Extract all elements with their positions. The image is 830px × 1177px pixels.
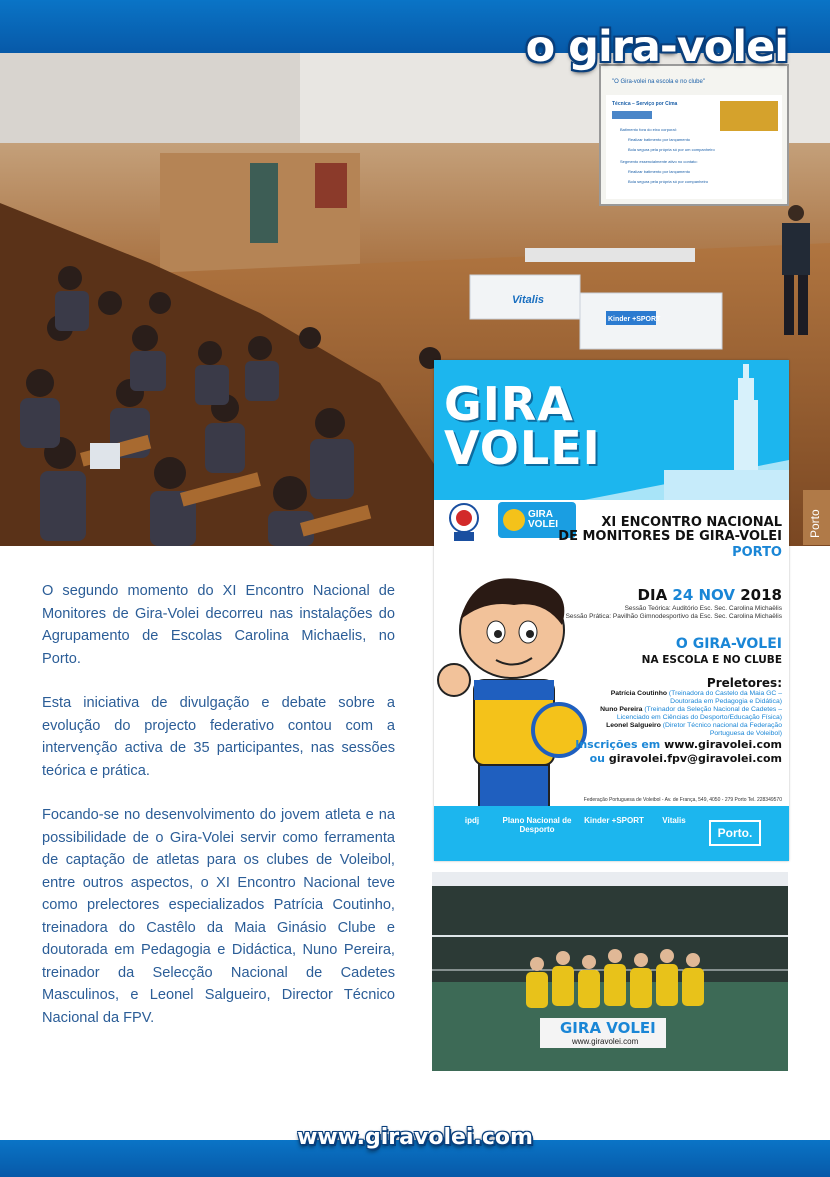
- footer-url[interactable]: www.giravolei.com: [297, 1125, 533, 1150]
- team-banner-text: GIRA VOLEI: [560, 1019, 656, 1037]
- event-sessions: [566, 605, 782, 621]
- slide-subtitle: Técnica – Serviço por Cima: [612, 101, 678, 107]
- fpv-logo-icon: [444, 502, 484, 542]
- article-body: [42, 580, 395, 1051]
- motto-line-2: NA ESCOLA E NO CLUBE: [641, 654, 782, 666]
- registration-site: www.giravolei.com: [664, 738, 782, 751]
- slide-bullet-3: Bola segura pela própria só por um companheiro: [628, 147, 715, 152]
- slide-bullet-2: Realizar batimento por lançamento: [628, 137, 691, 142]
- speaker-1-name: Patrícia Coutinho: [610, 690, 668, 697]
- plano-nacional-logo: Plano Nacional de Desporto: [502, 816, 572, 834]
- registration-info: [575, 738, 782, 766]
- speaker-2-name: Nuno Pereira: [600, 706, 643, 713]
- registration-label: Inscrições em: [575, 738, 665, 751]
- article-paragraph-1: O segundo momento do XI Encontro Nacional de Monitores de Gira-Volei decorreu nas instalações do Agrupamento de Escolas Carolina Michaelis, no Porto.: [42, 583, 395, 667]
- side-caption-text: Porto: [808, 509, 822, 538]
- date-highlight: 24 NOV: [672, 586, 736, 604]
- poster-title-volei: VOLEI: [444, 421, 601, 475]
- team-banner-url: www.giravolei.com: [572, 1037, 639, 1046]
- page-title: o gira-volei: [525, 22, 788, 72]
- kinder-banner-text: Kinder +SPORT: [608, 316, 661, 323]
- date-prefix: DIA: [637, 586, 673, 604]
- porto-logo: Porto.: [709, 820, 761, 846]
- speakers-list: [592, 690, 782, 738]
- event-date: [638, 586, 782, 604]
- slide-title: "O Gira-volei na escola e no clube": [612, 79, 705, 85]
- event-title-line-1: XI ENCONTRO NACIONAL: [601, 515, 782, 530]
- speaker-2-role: (Treinador da Seleção Nacional de Cadetes – Licenciado em Ciências do Desporto/Educação Física): [616, 706, 782, 721]
- speaker-3: [592, 722, 782, 738]
- vitalis-banner-text: Vitalis: [512, 294, 544, 306]
- speaker-3-role: (Diretor Técnico nacional da Federação Portuguesa de Voleibol): [660, 722, 782, 737]
- registration-email: giravolei.fpv@giravolei.com: [608, 752, 782, 765]
- session-practice: Sessão Prática: Pavilhão Gimnodesportivo da Esc. Sec. Carolina Michaëlis: [565, 613, 782, 620]
- speaker-1: [592, 690, 782, 706]
- kinder-sport-logo: Kinder +SPORT: [584, 816, 644, 825]
- slide-bullet-4: Segmento essencialmente ativo no contato:: [620, 159, 698, 164]
- date-suffix: 2018: [735, 586, 782, 604]
- slide-bullet-5: Realizar batimento por lançamento: [628, 169, 691, 174]
- event-poster: [434, 360, 789, 861]
- gira-volei-logo-text: GIRA VOLEI: [528, 509, 559, 530]
- article-paragraph-2: Esta iniciativa de divulgação e debate sobre a evolução do projecto federativo contou com a intervenção activa de 35 participantes, nas sessões teórica e prática.: [42, 695, 395, 779]
- event-city: PORTO: [732, 545, 782, 560]
- poster-header: [434, 360, 789, 500]
- vitalis-logo: Vitalis: [662, 816, 686, 825]
- article-paragraph-3: Focando-se no desenvolvimento do jovem atleta e na possibilidade de o Gira-Volei servir como ferramenta de captação de atletas para os clubes de Voleibol, entre outros aspectos, o XI Encontro Nacional teve como prelectores especializados Patrícia Coutinho, treinadora do Castêlo da Maia Ginásio Clube e doutorada em Pedagogia e Didáctica, Nuno Pereira, treinador da Selecção Nacional de Cadetes Masculinos, e Leonel Salgueiro, Director Técnico Nacional da FPV.: [42, 807, 395, 1026]
- event-title: [558, 516, 782, 544]
- ipdj-logo: ipdj: [464, 816, 480, 825]
- speaker-3-name: Leonel Salgueiro: [606, 722, 661, 729]
- team-photo: [432, 872, 788, 1071]
- side-caption: [803, 490, 830, 545]
- session-theory: Sessão Teórica: Auditório Esc. Sec. Carolina Michaëlis: [624, 605, 782, 612]
- ball-icon: [500, 502, 530, 538]
- federation-address: Federação Portuguesa de Voleibol - Av. de França, 549, 4050 - 279 Porto Tel. 228349570: [583, 797, 782, 803]
- registration-or: ou: [589, 752, 609, 765]
- slide-bullet-6: Bola segura pela própria só por companheiro: [628, 179, 709, 184]
- slide-bullet-1: Batimento fora do eixo corporal:: [620, 127, 677, 132]
- event-title-line-2: DE MONITORES DE GIRA-VOLEI: [558, 529, 782, 544]
- speakers-title: Preletores:: [706, 676, 782, 690]
- motto-line-1: O GIRA-VOLEI: [675, 636, 782, 652]
- speaker-1-role: (Treinadora do Castelo da Maia GC – Doutorada em Pedagogia e Didática): [667, 690, 782, 705]
- speaker-2: [592, 706, 782, 722]
- poster-title-gira: GIRA: [444, 377, 574, 431]
